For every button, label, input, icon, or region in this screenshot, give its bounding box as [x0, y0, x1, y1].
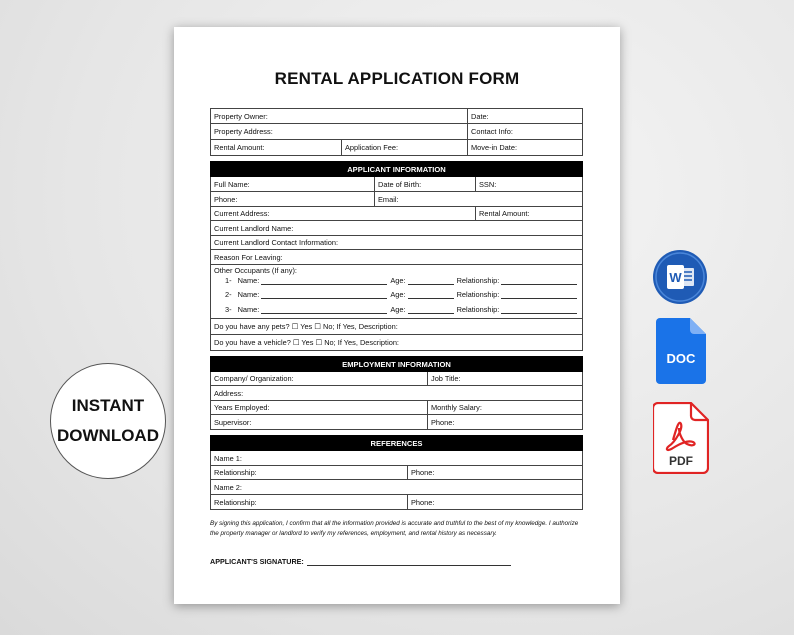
applicant-row-6 [210, 250, 583, 265]
employment-row-2 [210, 386, 583, 401]
pdf-file-icon [653, 402, 709, 474]
applicant-row-5 [210, 236, 583, 250]
property-row-3 [210, 140, 583, 156]
reason-leaving-field[interactable]: Reason For Leaving: [214, 252, 283, 262]
doc-file-icon [656, 318, 706, 384]
application-fee-field[interactable]: Application Fee: [341, 140, 467, 155]
employment-header: EMPLOYMENT INFORMATION [210, 356, 583, 372]
job-title-field[interactable]: Job Title: [427, 372, 582, 385]
ref-name-1-field[interactable]: Name 1: [214, 453, 242, 463]
applicant-row-3 [210, 207, 583, 221]
svg-text:W: W [669, 270, 682, 285]
occupant-line-1[interactable]: 1- Name: Age: Relationship: [225, 276, 580, 285]
word-icon [652, 249, 708, 305]
svg-text:DOC: DOC [666, 351, 696, 366]
rental-amount-field[interactable]: Rental Amount: [214, 143, 265, 152]
property-owner-field[interactable]: Property Owner: [214, 111, 268, 121]
supervisor-phone-field[interactable]: Phone: [427, 415, 582, 429]
contact-info-field[interactable]: Contact Info: [467, 124, 582, 139]
property-row-2 [210, 124, 583, 140]
applicant-row-2 [210, 192, 583, 207]
landlord-contact-field[interactable]: Current Landlord Contact Information: [214, 238, 339, 247]
vehicle-row [210, 335, 583, 351]
employment-row-3 [210, 401, 583, 415]
company-field[interactable]: Company/ Organization: [214, 374, 294, 383]
move-in-date-field[interactable]: Move-in Date: [467, 140, 582, 155]
disclaimer-text: By signing this application, I confirm that all the information provided is accurate and truthful to the best of my knowledge. I authorize the property manager or landlord to verify my references, employment, and rental history as necessary. [210, 520, 579, 537]
ref-phone-1-field[interactable]: Phone: [407, 466, 582, 479]
date-field[interactable]: Date: [467, 109, 582, 123]
employment-row-4 [210, 415, 583, 430]
property-address-field[interactable]: Property Address: [214, 127, 273, 136]
svg-text:PDF: PDF [669, 454, 693, 468]
occupants-block [210, 265, 583, 319]
current-rental-amount-field[interactable]: Rental Amount: [475, 207, 582, 220]
occupant-line-3[interactable]: 3- Name: Age: Relationship: [225, 305, 580, 314]
badge-line-2: DOWNLOAD [57, 426, 159, 445]
signature-block [210, 557, 511, 566]
current-address-field[interactable]: Current Address: [214, 209, 270, 218]
ssn-field[interactable]: SSN: [475, 177, 582, 191]
ref-name-2-field[interactable]: Name 2: [214, 482, 242, 492]
signature-line[interactable] [307, 558, 511, 566]
monthly-salary-field[interactable]: Monthly Salary: [427, 401, 582, 414]
ref-row-4 [210, 495, 583, 510]
years-employed-field[interactable]: Years Employed: [214, 403, 270, 412]
ref-relationship-1-field[interactable]: Relationship: [214, 468, 257, 477]
employer-address-field[interactable]: Address: [214, 388, 244, 398]
full-name-field[interactable]: Full Name: [214, 179, 250, 189]
occupants-label: Other Occupants (If any): [214, 266, 297, 275]
phone-field[interactable]: Phone: [214, 194, 238, 204]
signature-label: APPLICANT'S SIGNATURE: [210, 557, 304, 566]
property-row-1 [210, 108, 583, 124]
pets-row [210, 319, 583, 335]
supervisor-field[interactable]: Supervisor: [214, 417, 252, 427]
form-title: RENTAL APPLICATION FORM [274, 69, 520, 88]
references-header: REFERENCES [210, 435, 583, 451]
ref-row-3 [210, 480, 583, 495]
applicant-row-4 [210, 221, 583, 236]
form-page [174, 27, 620, 604]
employment-row-1 [210, 372, 583, 386]
vehicle-field[interactable]: Do you have a vehicle? ☐ Yes ☐ No; If Yes, Description: [214, 338, 399, 347]
dob-field[interactable]: Date of Birth: [374, 177, 475, 191]
pets-field[interactable]: Do you have any pets? ☐ Yes ☐ No; If Yes, Description: [214, 322, 398, 331]
applicant-header: APPLICANT INFORMATION [210, 161, 583, 177]
badge-line-1: INSTANT [71, 396, 145, 415]
occupant-line-2[interactable]: 2- Name: Age: Relationship: [225, 290, 580, 299]
ref-row-2 [210, 466, 583, 480]
email-field[interactable]: Email: [374, 192, 582, 206]
ref-relationship-2-field[interactable]: Relationship: [214, 497, 257, 507]
applicant-row-1 [210, 177, 583, 192]
ref-row-1 [210, 451, 583, 466]
ref-phone-2-field[interactable]: Phone: [407, 495, 582, 509]
landlord-name-field[interactable]: Current Landlord Name: [214, 223, 294, 233]
instant-download-badge [50, 363, 166, 479]
